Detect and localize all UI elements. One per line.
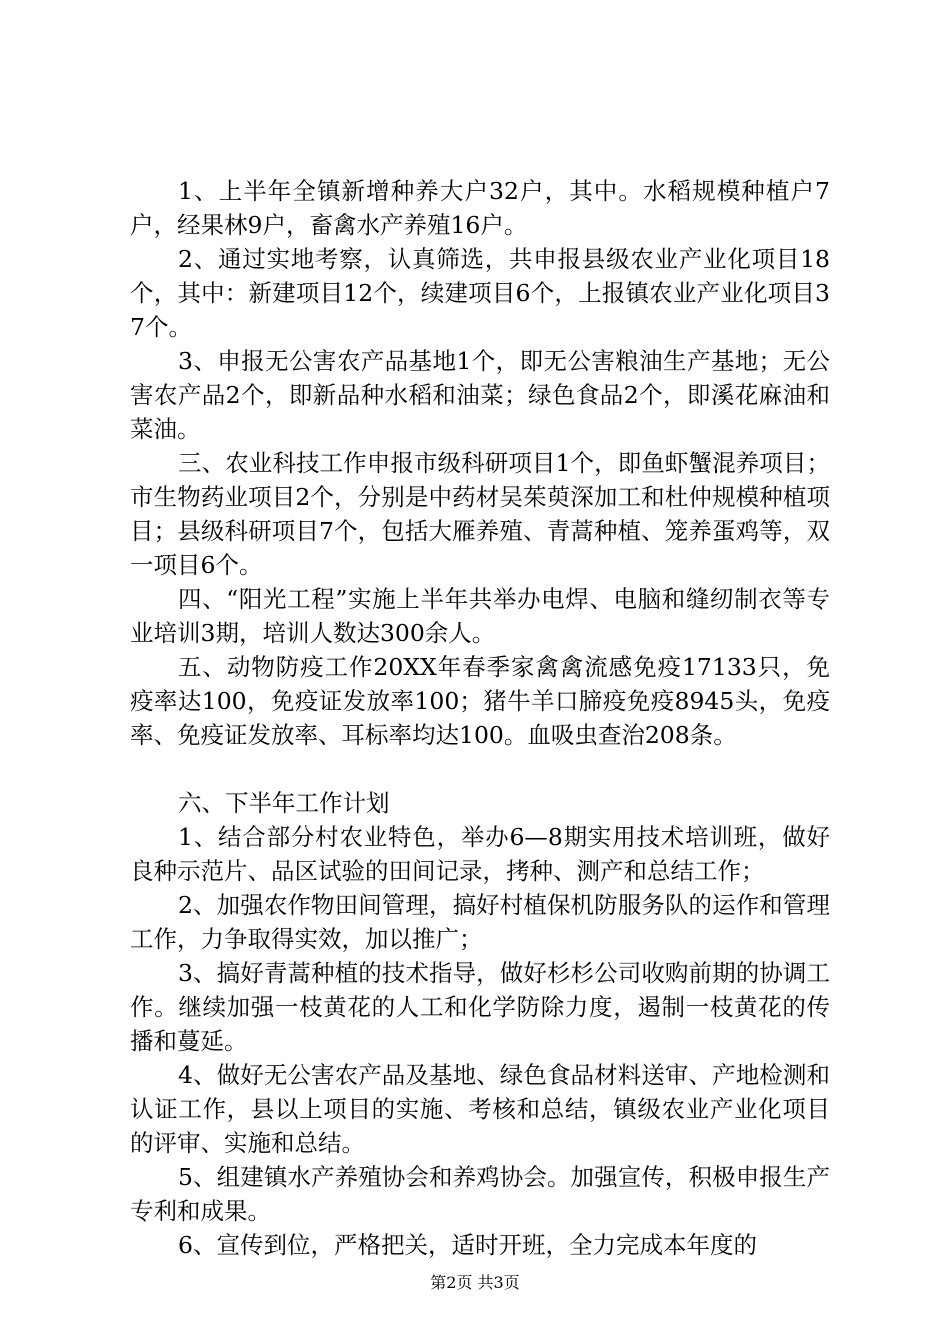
paragraph-3: 3、申报无公害农产品基地1个，即无公害粮油生产基地；无公害农产品2个，即新品种水稻和油菜；绿色食品2个，即溪花麻油和菜油。 [130, 347, 830, 443]
paragraph-4: 三、农业科技工作申报市级科研项目1个，即鱼虾蟹混养项目；市生物药业项目2个，分别是中药材吴茱萸深加工和杜仲规模种植项目；县级科研项目7个，包括大雁养殖、青蒿种植、笼养蛋鸡等，双一项目6个。 [130, 449, 830, 579]
paragraph-13: 6、宣传到位，严格把关，适时开班，全力完成本年度的 [178, 1231, 757, 1259]
page-footer: 第2页 共3页 [430, 1273, 520, 1292]
paragraph-6: 五、动物防疫工作20XX年春季家禽禽流感免疫17133只，免疫率达100，免疫证发放率100；猪牛羊口腣疫免疫8945头，免疫率、免疫证发放率、耳标率均达100。血吸虫查治208条。 [130, 653, 830, 749]
paragraph-5: 四、“阳光工程”实施上半年共举办电焊、电脑和缝纫制衣等专业培训3期，培训人数达300余人。 [130, 585, 830, 647]
paragraph-11: 4、做好无公害农产品及基地、绿色食品材料送审、产地检测和认证工作，县以上项目的实施、考核和总结，镇级农业产业化项目的评审、实施和总结。 [130, 1061, 830, 1157]
document-body [130, 174, 830, 1262]
paragraph-8: 1、结合部分村农业特色，举办6—8期实用技术培训班，做好良种示范片、品区试验的田间记录，拷种、测产和总结工作； [130, 823, 830, 885]
paragraph-10: 3、搞好青蒿种植的技术指导，做好杉杉公司收购前期的协调工作。继续加强一枝黄花的人工和化学防除力度，遏制一枝黄花的传播和蔓延。 [130, 959, 830, 1055]
paragraph-2: 2、通过实地考察，认真筛选，共申报县级农业产业化项目18个，其中：新建项目12个，续建项目6个，上报镇农业产业化项目37个。 [130, 245, 830, 341]
paragraph-12: 5、组建镇水产养殖协会和养鸡协会。加强宣传，积极申报生产专利和成果。 [130, 1163, 830, 1225]
paragraph-9: 2、加强农作物田间管理，搞好村植保机防服务队的运作和管理工作，力争取得实效，加以推广； [130, 891, 830, 953]
section-heading: 六、下半年工作计划 [178, 789, 390, 817]
paragraph-1: 1、上半年全镇新增种养大户32户，其中。水稻规模种植户7户，经果林9户，畜禽水产养殖16户。 [130, 177, 830, 239]
